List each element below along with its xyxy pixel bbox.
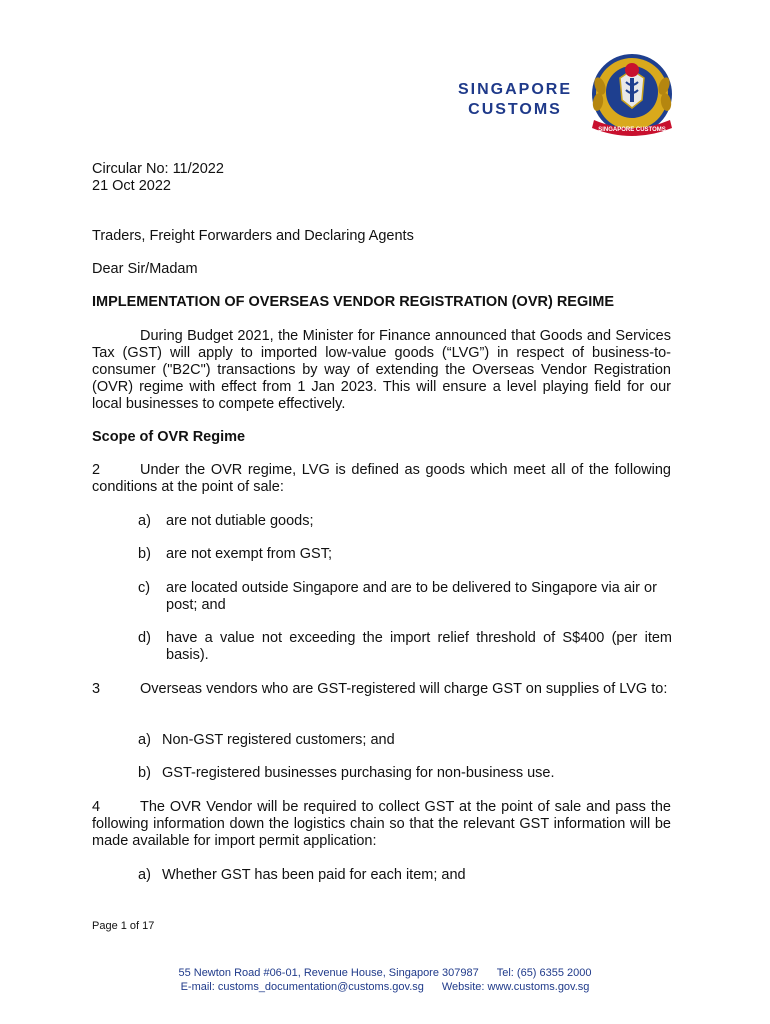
paragraph-3-number: 3 [92, 681, 101, 697]
list-marker: c) [138, 580, 151, 596]
list-text: Non-GST registered customers; and [162, 732, 395, 748]
paragraph-2 [92, 462, 671, 496]
circular-number: Circular No: 11/2022 [92, 161, 224, 177]
list-marker: d) [138, 630, 151, 646]
paragraph-3-text: Overseas vendors who are GST-registered will charge GST on supplies of LVG to: [140, 681, 668, 697]
document-title: IMPLEMENTATION OF OVERSEAS VENDOR REGISTRATION (OVR) REGIME [92, 294, 615, 310]
list-marker: b) [138, 765, 151, 781]
footer-contact [0, 966, 770, 994]
footer-tel: Tel: (65) 6355 2000 [496, 967, 592, 979]
paragraph-4-text: The OVR Vendor will be required to collect GST at the point of sale and pass the following information down the logistics chain so that the relevant GST information will be made available for import permit application: [92, 799, 671, 849]
footer-email-link[interactable]: E-mail: customs_documentation@customs.gov.sg [180, 981, 424, 993]
paragraph-4 [92, 799, 671, 850]
list-marker: a) [138, 513, 151, 529]
list-text: are not dutiable goods; [166, 513, 314, 529]
page-number: Page 1 of 17 [92, 920, 155, 932]
paragraph-2-number: 2 [92, 462, 101, 478]
paragraph-2-text: Under the OVR regime, LVG is defined as goods which meet all of the following conditions at the point of sale: [92, 462, 671, 495]
list-marker: a) [138, 867, 151, 883]
salutation: Dear Sir/Madam [92, 261, 198, 277]
list-text: are located outside Singapore and are to be delivered to Singapore via air or post; and [166, 580, 657, 613]
list-marker: b) [138, 546, 151, 562]
footer-website-link[interactable]: Website: www.customs.gov.sg [441, 981, 590, 993]
circular-date: 21 Oct 2022 [92, 178, 171, 194]
paragraph-3 [92, 681, 671, 698]
crest-banner-text: SINGAPORE CUSTOMS [598, 127, 666, 133]
footer-address: 55 Newton Road #06-01, Revenue House, Singapore 307987 [178, 967, 479, 979]
agency-logo-text [440, 80, 590, 120]
paragraph-4-number: 4 [92, 799, 101, 815]
list-marker: a) [138, 732, 151, 748]
list-text: GST-registered businesses purchasing for non-business use. [162, 765, 555, 781]
list-text: Whether GST has been paid for each item; and [162, 867, 466, 883]
addressee: Traders, Freight Forwarders and Declaring Agents [92, 228, 414, 244]
customs-crest-icon [586, 50, 678, 142]
section-heading-scope: Scope of OVR Regime [92, 429, 246, 445]
list-text: are not exempt from GST; [166, 546, 333, 562]
logo-line-1: SINGAPORE [457, 81, 572, 98]
logo-line-2: CUSTOMS [468, 101, 562, 118]
list-text: have a value not exceeding the import relief threshold of S$400 (per item basis). [166, 630, 672, 663]
paragraph-1: During Budget 2021, the Minister for Finance announced that Goods and Services Tax (GST) will apply to imported low-value goods (“LVG”) in respect of business-to-consumer ("B2C") transactions by way of extending the Overseas Vendor Registration (OVR) regime with effect from 1 Jan 2023. This will ensure a level playing field for our local businesses to compete effectively. [92, 328, 671, 412]
